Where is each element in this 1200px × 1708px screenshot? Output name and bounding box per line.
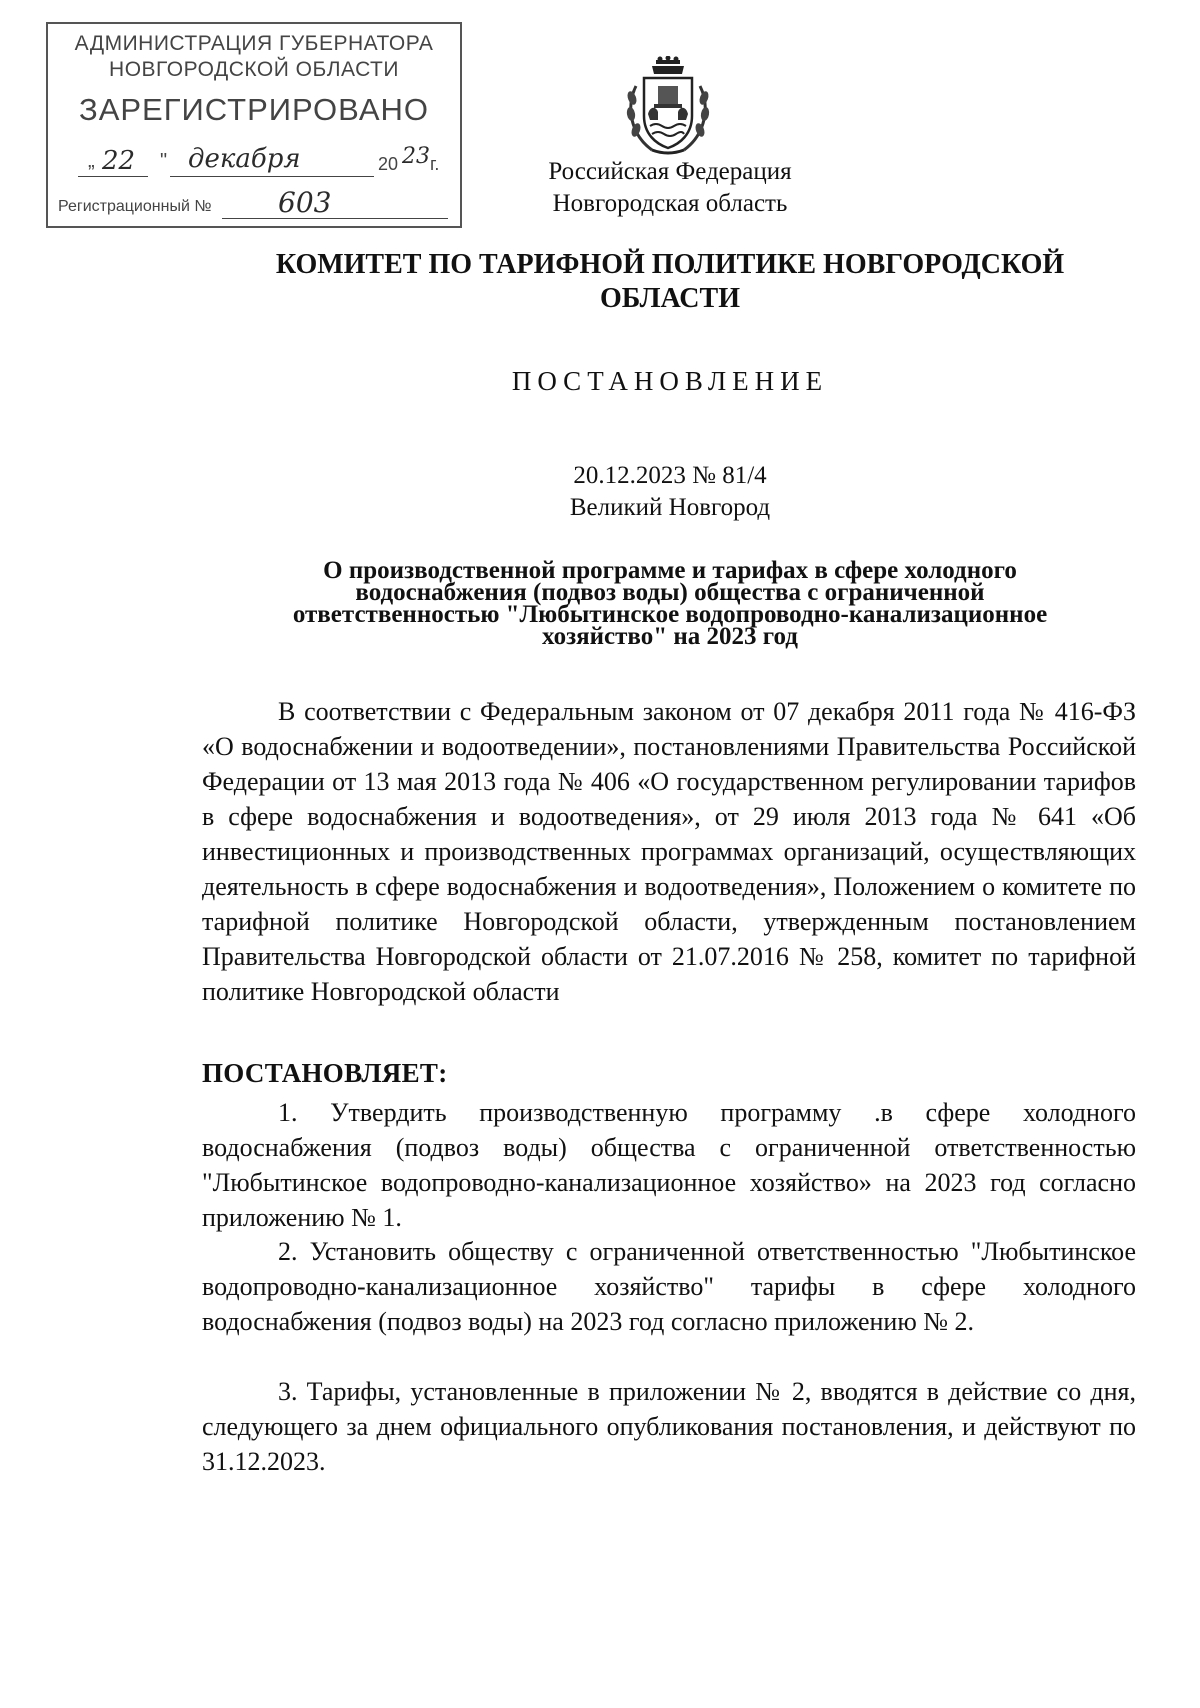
stamp-date-year: 23 — [402, 144, 430, 169]
committee-name-line-1: КОМИТЕТ ПО ТАРИФНОЙ ПОЛИТИКЕ НОВГОРОДСКОЙ — [275, 249, 1065, 280]
committee-name-line-2: ОБЛАСТИ — [600, 283, 740, 314]
committee-name — [200, 248, 1140, 316]
resolves-heading: ПОСТАНОВЛЯЕТ: — [202, 1058, 448, 1088]
stamp-date-month: декабря — [188, 144, 301, 174]
stamp-date — [58, 144, 450, 182]
document-city: Великий Новгород — [569, 494, 771, 521]
document-type: ПОСТАНОВЛЕНИЕ — [511, 366, 829, 396]
document-title — [190, 557, 1150, 650]
stamp-quote-open: „ — [88, 150, 95, 172]
stamp-date-day: 22 — [102, 146, 136, 176]
resolution-item-2: 2. Установить обществу с ограниченной ответственностью "Любытинское водопроводно-канализационное хозяйство" тарифы в сфере холодного водоснабжения (подвоз воды) на 2023 год согласно приложению № 2. — [202, 1237, 1136, 1336]
stamp-month-underline — [170, 176, 374, 177]
preamble-paragraph: В соответствии с Федеральным законом от 07 декабря 2011 года № 416-ФЗ «О водоснабжении и водоотведении», постановлениями Правительства Российской Федерации от 13 мая 2013 года № 406 «О государственном регулировании тарифов в сфере водоснабжения и водоотведения», от 29 июля 2013 года № 641 «Об инвестиционных и производственных программах организаций, осуществляющих деятельность в сфере водоснабжения и водоотведения», Положением о комитете по тарифной политике Новгородской области, утвержденным постановлением Правительства Новгородской области от 21.07.2016 № 258, комитет по тарифной политике Новгородской области — [202, 697, 1136, 1006]
federation-name: Российская Федерация — [548, 158, 792, 185]
stamp-reg-label: Регистрационный № — [58, 198, 212, 215]
document-title-line-3: ответственностью "Любытинское водопроводно-канализационное — [292, 601, 1048, 628]
stamp-reg-underline — [222, 218, 448, 219]
stamp-day-underline — [78, 176, 148, 177]
stamp-year-prefix: 20 — [378, 154, 399, 174]
stamp-admin-line-2: НОВГОРОДСКОЙ ОБЛАСТИ — [109, 58, 399, 81]
document-title-line-4: хозяйство" на 2023 год — [542, 623, 798, 650]
stamp-admin-line-1: АДМИНИСТРАЦИЯ ГУБЕРНАТОРА — [74, 32, 434, 55]
stamp-quote-close: " — [160, 150, 168, 172]
document-title-line-1: О производственной программе и тарифах в сфере холодного — [323, 557, 1017, 584]
resolution-item-1: 1. Утвердить производственную программу .в сфере холодного водоснабжения (подвоз воды) общества с ограниченной ответственностью "Любытинское водопроводно-канализационное хозяйство» на 2023 год согласно приложению № 1. — [202, 1098, 1136, 1232]
document-date-number: 20.12.2023 № 81/4 — [573, 462, 767, 489]
stamp-registration-number — [58, 186, 450, 222]
stamp-year-suffix: г. — [430, 154, 440, 174]
stamp-registered: ЗАРЕГИСТРИРОВАНО — [78, 92, 429, 127]
registration-stamp — [46, 22, 462, 228]
novgorod-coat-of-arms-icon — [622, 56, 714, 158]
document-title-line-2: водоснабжения (подвоз воды) общества с ограниченной — [355, 579, 985, 606]
stamp-reg-number: 603 — [278, 186, 332, 219]
resolution-item-3: 3. Тарифы, установленные в приложении № 2, вводятся в действие со дня, следующего за днем официального опубликования постановления, и действуют по 31.12.2023. — [202, 1377, 1136, 1476]
region-name: Новгородская область — [552, 190, 788, 217]
